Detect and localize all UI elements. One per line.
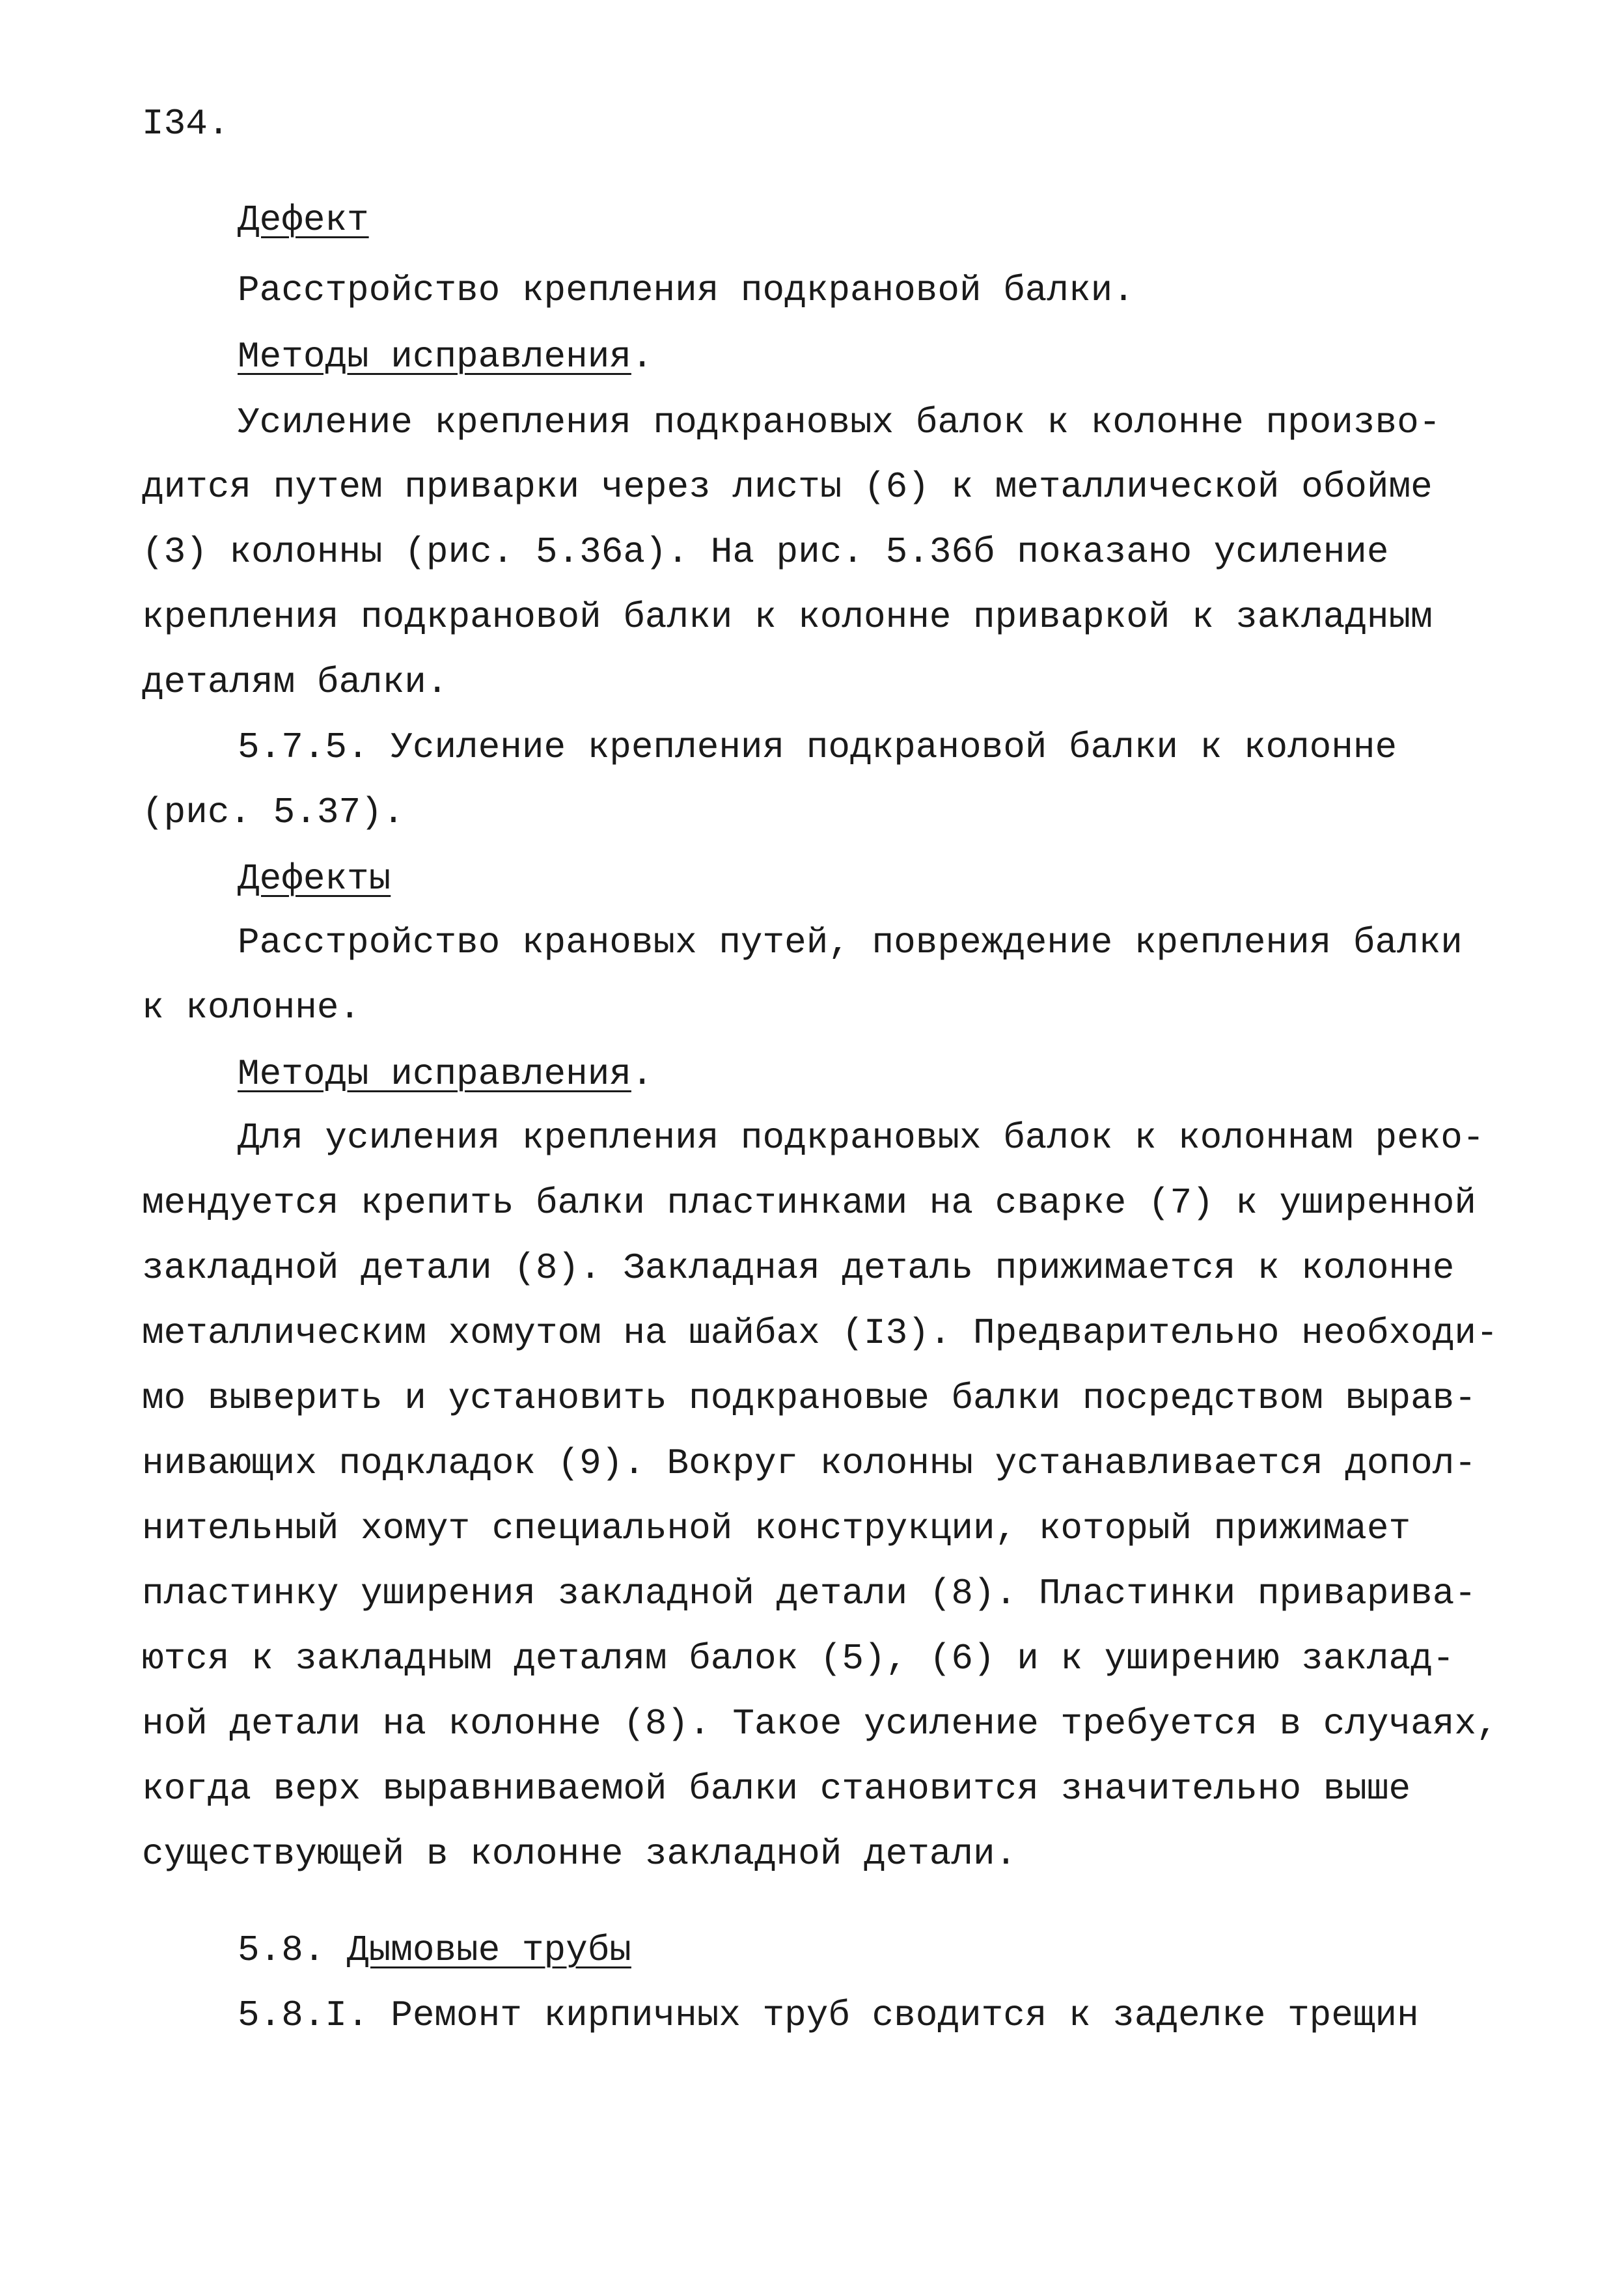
- text-line: деталям балки.: [142, 661, 448, 703]
- text-line: ной детали на колонне (8). Такое усиление требуется в случаях,: [142, 1703, 1498, 1745]
- text-line: крепления подкрановой балки к колонне приваркой к закладным: [142, 596, 1433, 638]
- text-line: Усиление крепления подкрановых балок к колонне произво-: [238, 402, 1441, 443]
- heading-methods: Методы исправления.: [238, 1053, 654, 1095]
- text-line: ются к закладным деталям балок (5), (6) и к уширению заклад-: [142, 1638, 1455, 1679]
- text-line: Для усиления крепления подкрановых балок к колоннам реко-: [238, 1117, 1485, 1159]
- text-line: (3) колонны (рис. 5.36а). На рис. 5.36б показано усиление: [142, 531, 1389, 573]
- text-line: нительный хомут специальной конструкции, который прижимает: [142, 1508, 1411, 1549]
- text-line: нивающих подкладок (9). Вокруг колонны устанавливается допол-: [142, 1442, 1476, 1484]
- text-line: когда верх выравниваемой балки становится значительно выше: [142, 1768, 1411, 1810]
- text-line: мендуется крепить балки пластинками на сварке (7) к уширенной: [142, 1182, 1476, 1224]
- text-line: металлическим хомутом на шайбах (I3). Предварительно необходи-: [142, 1312, 1498, 1354]
- text-line: 5.8.I. Ремонт кирпичных труб сводится к заделке трещин: [238, 1994, 1419, 2036]
- text-line: дится путем приварки через листы (6) к металлической обойме: [142, 466, 1433, 508]
- text-line: (рис. 5.37).: [142, 792, 405, 833]
- section-heading-chimneys: 5.8. Дымовые трубы: [238, 1929, 631, 1971]
- text-line: Расстройство крановых путей, повреждение крепления балки: [238, 922, 1463, 963]
- text-line: мо выверить и установить подкрановые балки посредством вырав-: [142, 1377, 1476, 1419]
- text-line: существующей в колонне закладной детали.: [142, 1833, 1017, 1875]
- heading-defect: Дефект: [238, 199, 369, 241]
- text-line: Расстройство крепления подкрановой балки.: [238, 269, 1135, 311]
- heading-methods: Методы исправления.: [238, 336, 654, 378]
- section-heading: 5.7.5. Усиление крепления подкрановой балки к колонне: [238, 726, 1397, 768]
- heading-defects: Дефекты: [238, 858, 391, 900]
- text-line: к колонне.: [142, 987, 361, 1028]
- page-number: I34.: [142, 103, 230, 145]
- text-line: пластинку уширения закладной детали (8). Пластинки приварива-: [142, 1573, 1476, 1614]
- text-line: закладной детали (8). Закладная деталь прижимается к колонне: [142, 1247, 1455, 1289]
